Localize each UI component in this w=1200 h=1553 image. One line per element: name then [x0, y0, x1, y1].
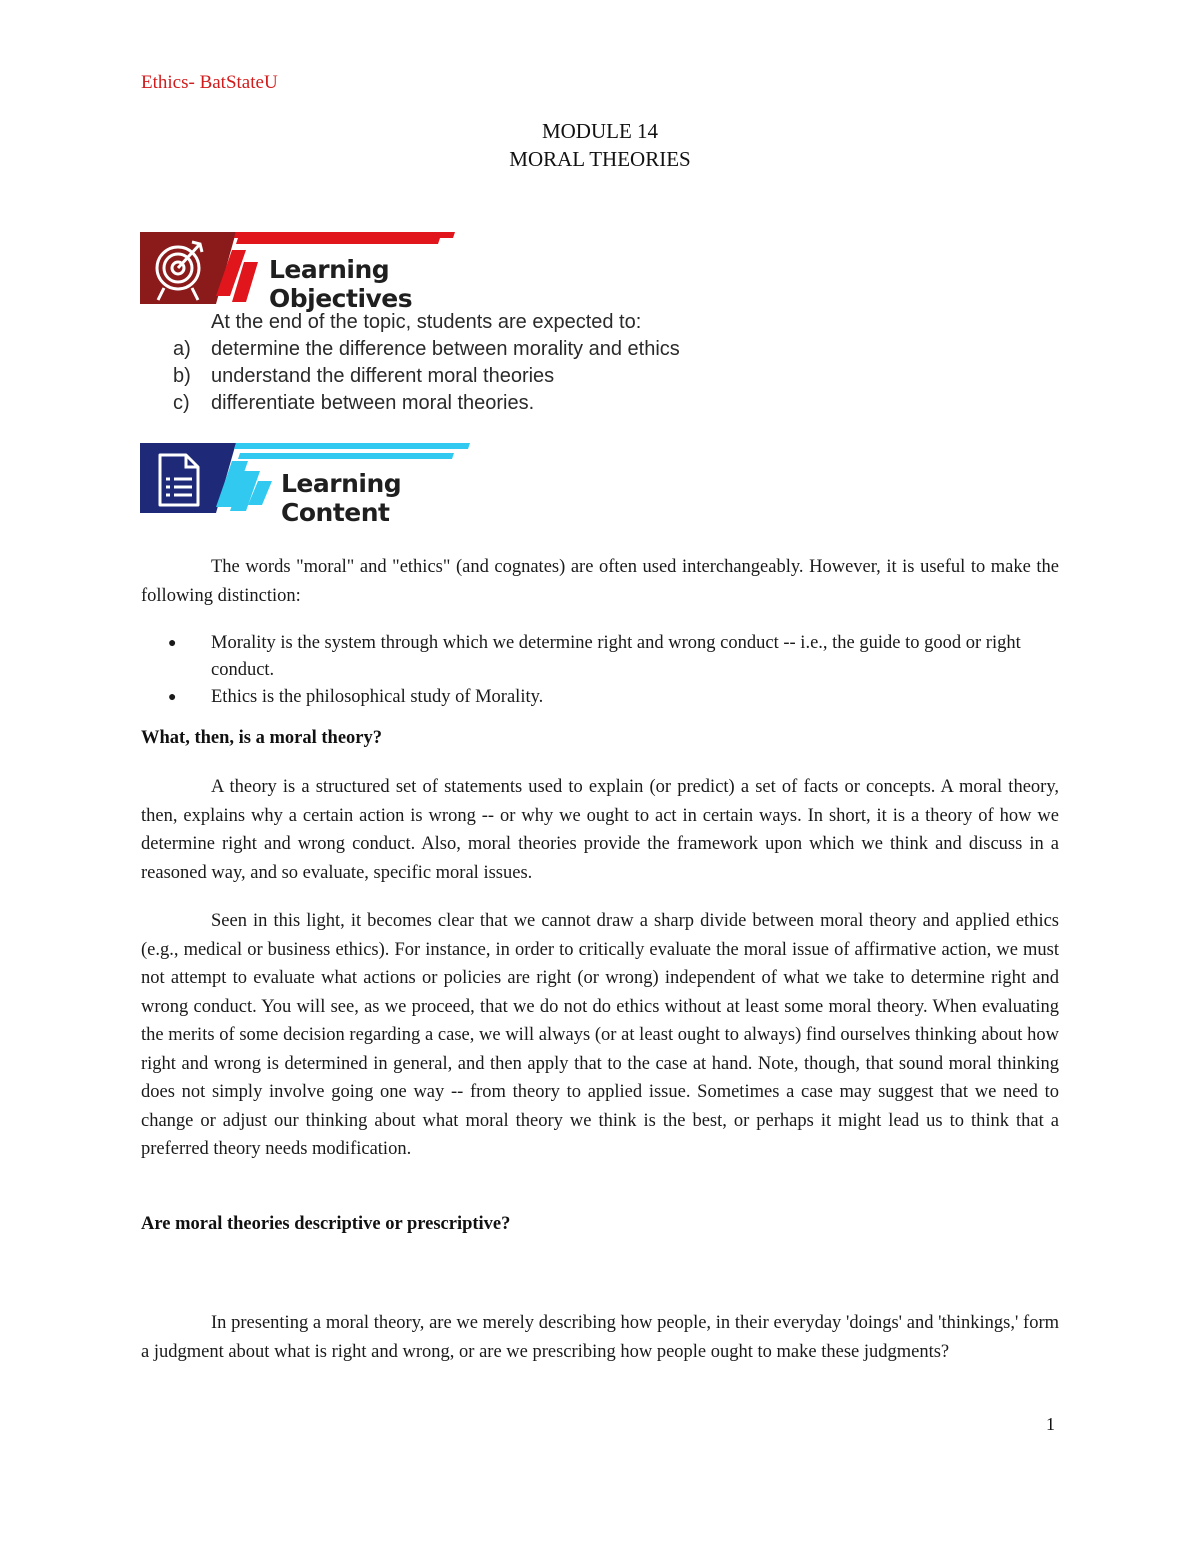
- content-intro-text: The words "moral" and "ethics" (and cognates) are often used interchangeably. However, it is useful to make the following distinction:: [141, 557, 1059, 606]
- objectives-intro: At the end of the topic, students are expected to:: [211, 311, 642, 333]
- objective-marker: a): [173, 338, 191, 360]
- objective-text: understand the different moral theories: [211, 365, 555, 387]
- bullet-text: Morality is the system through which we determine right and wrong conduct -- i.e., the guide to good or right conduct.: [211, 633, 1021, 680]
- objective-item: [173, 365, 680, 392]
- bullet-icon: ●: [168, 690, 177, 705]
- objective-item: [173, 392, 680, 419]
- module-topic: MORAL THEORIES: [509, 147, 691, 171]
- objective-marker: b): [173, 365, 191, 387]
- objective-marker: c): [173, 392, 190, 414]
- content-banner-label: Learning Content: [281, 469, 402, 527]
- bullet-text: Ethics is the philosophical study of Morality.: [211, 687, 544, 707]
- learning-content-banner: [140, 443, 470, 527]
- paragraph-text: Seen in this light, it becomes clear that we cannot draw a sharp divide between moral theory and applied ethics (e.g., medical or business ethics). For instance, in order to critically evaluate the moral issue of affirmative action, we must not attempt to evaluate what actions or policies are right (or wrong) independent of what we take to determine right and wrong conduct. You will see, as we proceed, that we do not do ethics without at least some moral theory. When evaluating the merits of some decision regarding a case, we will always (or at least ought to always) find ourselves thinking about how right and wrong is determined in general, and then apply that to the case at hand. Note, though, that sound moral thinking does not simply involve going one way -- from theory to applied issue. Sometimes a case may suggest that we need to change or adjust our thinking about what moral theory we think is the best, or perhaps it might lead us to think that a preferred theory needs modification.: [141, 911, 1059, 1159]
- paragraph-text: A theory is a structured set of statements used to explain (or predict) a set of facts or concepts. A moral theory, then, explains why a certain action is wrong -- or why we ought to act in certain ways. In short, it is a theory of how we determine right and wrong conduct. Also, moral theories provide the framework upon which we think and discuss in a reasoned way, and so evaluate, specific moral issues.: [141, 777, 1059, 883]
- section-heading: Are moral theories descriptive or prescriptive?: [141, 1214, 511, 1234]
- list-item: [160, 684, 1059, 711]
- module-number: MODULE 14: [541, 119, 659, 143]
- content-intro-paragraph: [141, 553, 1059, 610]
- distinction-list: [160, 630, 1059, 711]
- objectives-banner-label: Learning Objectives: [269, 255, 413, 313]
- learning-objectives-banner: [140, 232, 470, 313]
- document-header: Ethics- BatStateU: [141, 72, 278, 93]
- objectives-list: [173, 338, 680, 419]
- applied-ethics-paragraph: [141, 907, 1059, 1164]
- descriptive-prescriptive-paragraph: [141, 1309, 1059, 1366]
- objective-item: [173, 338, 680, 365]
- objective-text: differentiate between moral theories.: [211, 392, 535, 414]
- bullet-icon: ●: [168, 636, 177, 651]
- objective-text: determine the difference between morality and ethics: [211, 338, 680, 360]
- page-number: 1: [1046, 1414, 1055, 1434]
- section-heading: What, then, is a moral theory?: [141, 728, 382, 748]
- moral-theory-paragraph: [141, 773, 1059, 887]
- paragraph-text: In presenting a moral theory, are we merely describing how people, in their everyday 'doings' and 'thinkings,' form a judgment about what is right and wrong, or are we prescribing how people ought to make these judgments?: [141, 1313, 1059, 1362]
- list-item: [160, 630, 1059, 684]
